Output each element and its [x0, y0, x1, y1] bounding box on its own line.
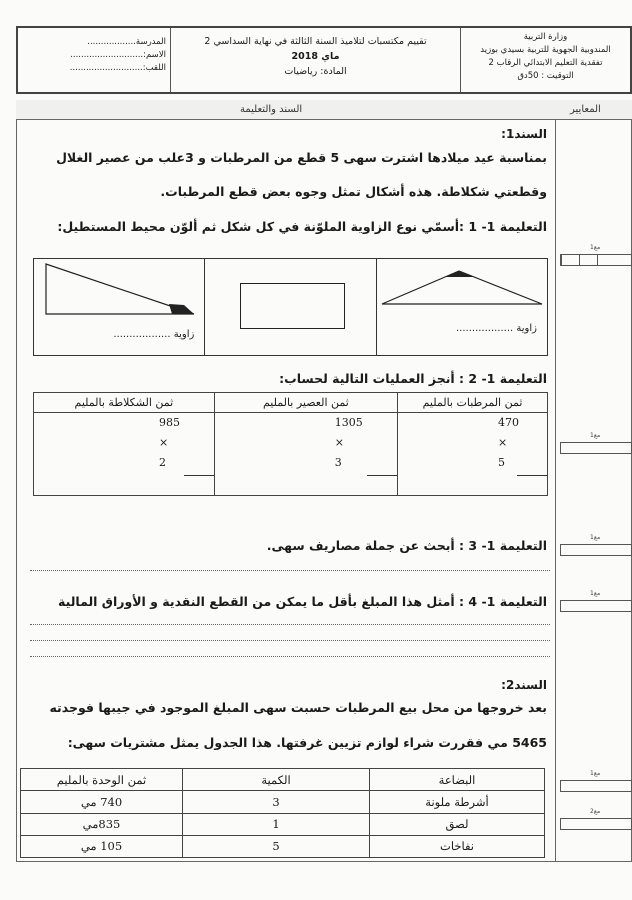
criteria-score-box[interactable] [560, 442, 632, 454]
title-block [170, 28, 460, 92]
sanad1-text-1: بمناسبة عيد ميلادها اشترت سهى 5 قطع من المرطبات و 3علب من عصير الغلال [56, 150, 547, 165]
shape-obtuse-triangle [377, 259, 547, 355]
table-header-row [16, 100, 632, 120]
table-row [21, 791, 545, 813]
criteria-score-box[interactable] [560, 254, 632, 266]
col-header: البضاعة [370, 769, 545, 791]
duration: التوقيت : 50دق [517, 71, 574, 81]
unit-price: 105 مي [21, 835, 183, 857]
times-sign: × [497, 436, 508, 449]
item: أشرطة ملونة [370, 791, 545, 813]
operand-a: 985 [159, 416, 180, 429]
col-header: ثمن الوحدة بالمليم [21, 769, 183, 791]
purchases-table [20, 768, 545, 858]
quantity: 1 [183, 813, 370, 835]
operand-b: 5 [497, 456, 505, 469]
answer-line[interactable] [30, 570, 550, 571]
quantity: 5 [183, 835, 370, 857]
sanad2-text-2: 5465 مي فقررت شراء لوازم تزيين غرفتها. هذا الجدول يمثل مشتريات سهى: [67, 735, 547, 750]
angle-answer-left[interactable]: زاوية .................. [113, 329, 195, 340]
obtuse-triangle-icon [377, 259, 547, 354]
criteria-label: مع1 [590, 534, 601, 541]
sanad2-title: السند2: [501, 678, 547, 692]
table-row [21, 835, 545, 857]
operand-b: 2 [159, 456, 166, 469]
ops-header: ثمن المرطبات بالمليم [397, 393, 547, 413]
answer-line[interactable] [30, 640, 550, 641]
school-field[interactable]: المدرسة.................. [87, 37, 166, 47]
angle-answer-right[interactable]: زاوية .................. [456, 323, 537, 334]
criteria-score-box[interactable] [560, 600, 632, 612]
item: نفاخات [370, 835, 545, 857]
operation-cell[interactable] [397, 413, 547, 496]
criteria-label: مع1 [590, 432, 601, 439]
result-line [184, 475, 214, 476]
student-block [18, 28, 170, 92]
last-name-field[interactable]: اللقب:........................... [69, 63, 166, 73]
sanad2-text-1: بعد خروجها من محل بيع المرطبات حسبت سهى المبلغ الموجود في جيبها فوجدته [49, 700, 547, 715]
exam-title: تقييم مكتسبات لتلاميذ السنة الثالثة في نهاية السداسي 2 [204, 36, 427, 47]
admin-block [460, 28, 630, 92]
sanad1-title: السند1: [501, 127, 547, 141]
times-sign: × [159, 436, 169, 449]
operand-a: 470 [497, 416, 519, 429]
instruction-1-2: التعليمة 1- 2 : أنجز العمليات التالية لحساب: [279, 371, 547, 386]
criteria-header: المعايير [570, 104, 601, 115]
answer-line[interactable] [30, 656, 550, 657]
exam-date: ماي 2018 [291, 51, 340, 62]
ops-header: ثمن الشكلاطة بالمليم [34, 393, 215, 413]
table-row [21, 813, 545, 835]
quantity: 3 [183, 791, 370, 813]
criteria-score-box[interactable] [560, 818, 632, 830]
criteria-score-box[interactable] [560, 544, 632, 556]
operations-table [33, 392, 548, 496]
shapes-figure [33, 258, 548, 356]
answer-line[interactable] [30, 624, 550, 625]
result-line [367, 475, 397, 476]
shape-right-triangle [34, 259, 205, 355]
exam-subject: المادة: رياضيات [284, 66, 347, 77]
col-header: الكمية [183, 769, 370, 791]
sanad1-text-2: وقطعتي شكلاطة. هذه أشكال تمثل وجوه بعض قطع المرطبات. [160, 184, 547, 199]
shape-rectangle [205, 259, 376, 355]
criteria-label: مع1 [590, 590, 601, 597]
item: لصق [370, 813, 545, 835]
inspectorate: تفقدية التعليم الابتدائي الرقاب 2 [488, 58, 603, 68]
directorate: المندوبية الجهوية للتربية بسيدي بوزيد [480, 45, 611, 55]
operand-a: 1305 [334, 416, 363, 429]
content-header: السند والتعليمة [240, 104, 303, 115]
first-name-field[interactable]: الاسم:........................... [70, 50, 166, 60]
ops-header: ثمن العصير بالمليم [214, 393, 397, 413]
times-sign: × [334, 436, 344, 449]
operand-b: 3 [334, 456, 342, 469]
operation-cell[interactable] [214, 413, 397, 496]
ministry: وزارة التربية [523, 32, 568, 42]
criteria-label: مع1 [590, 244, 601, 251]
instruction-1-3: التعليمة 1- 3 : أبحث عن جملة مصاريف سهى. [266, 538, 547, 553]
rectangle-icon[interactable] [240, 283, 345, 329]
criteria-label: مع1 [590, 770, 601, 777]
criteria-score-box[interactable] [560, 780, 632, 792]
column-divider [555, 100, 556, 862]
unit-price: 835مي [21, 813, 183, 835]
criteria-label: مع2 [590, 808, 601, 815]
operation-cell[interactable] [34, 413, 215, 496]
instruction-1-4: التعليمة 1- 4 : أمثل هذا المبلغ بأقل ما يمكن من القطع النقدية و الأوراق المالية [58, 594, 547, 609]
result-line [517, 475, 547, 476]
exam-header [16, 26, 632, 94]
unit-price: 740 مي [21, 791, 183, 813]
instruction-1-1: التعليمة 1- 1 :أسمّي نوع الزاوية الملوّنة في كل شكل ثم ألوّن محيط المستطيل: [57, 219, 547, 234]
